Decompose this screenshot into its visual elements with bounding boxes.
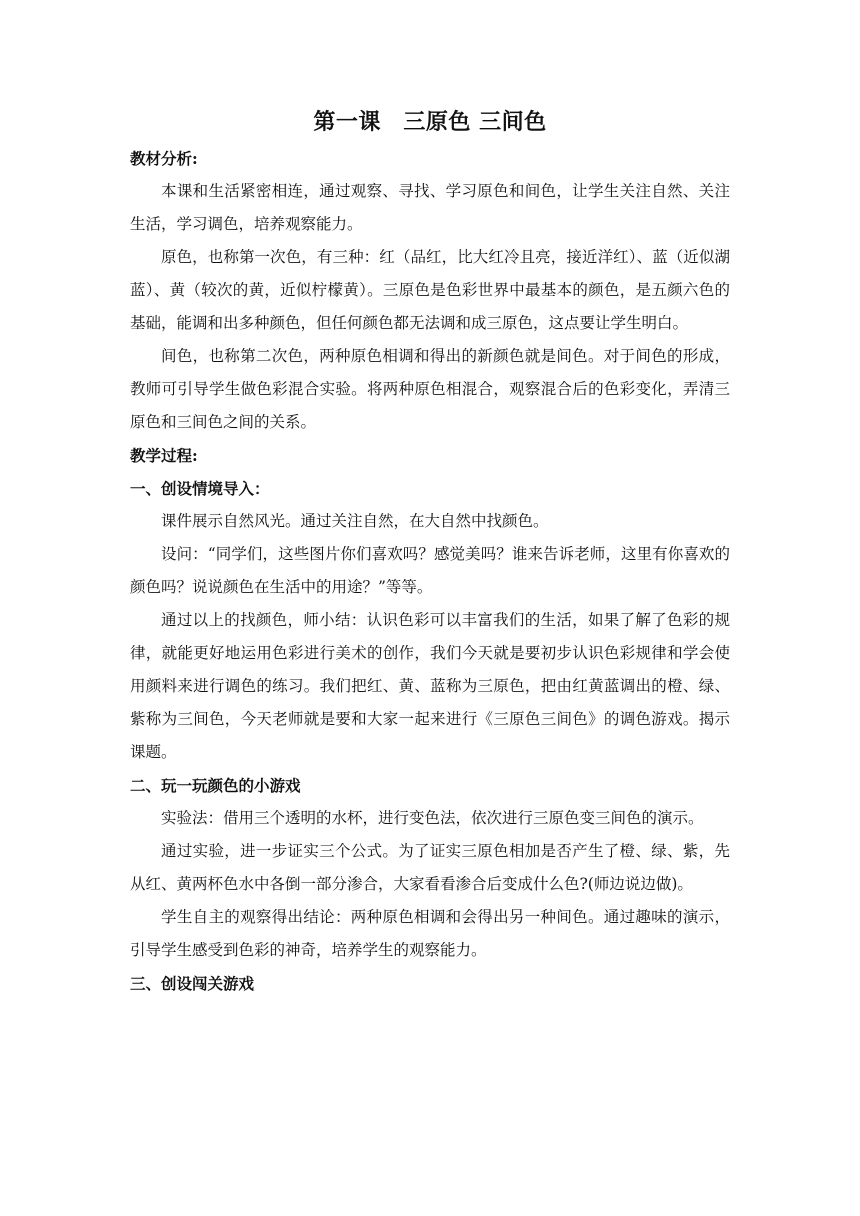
document-body xyxy=(130,104,730,1000)
paragraph-question: 设问：“同学们，这些图片你们喜欢吗？感觉美吗？谁来告诉老师，这里有你喜欢的颜色吗？说说颜色在生活中的用途？”等等。 xyxy=(130,545,730,596)
paragraph-summary: 通过以上的找颜色，师小结：认识色彩可以丰富我们的生活，如果了解了色彩的规律，就能更好地运用色彩进行美术的创作，我们今天就是要初步认识色彩规律和学会使用颜料来进行调色的练习。我们把红、黄、蓝称为三原色，把由红黄蓝调出的橙、绿、紫称为三间色，今天老师就是要和大家一起来进行《三原色三间色》的调色游戏。揭示课题。 xyxy=(130,611,730,761)
page-title: 第一课 三原色 三间色 xyxy=(313,109,547,135)
paragraph-conclusion: 学生自主的观察得出结论：两种原色相调和会得出另一种间色。通过趣味的演示，引导学生感受到色彩的神奇，培养学生的观察能力。 xyxy=(130,908,730,959)
paragraph-experiment-proof: 通过实验，进一步证实三个公式。为了证实三原色相加是否产生了橙、绿、紫，先从红、黄两杯色水中各倒一部分渗合，大家看看渗合后变成什么色?(师边说边做)。 xyxy=(130,842,730,893)
paragraph-secondary-colors: 间色，也称第二次色，两种原色相调和得出的新颜色就是间色。对于间色的形成，教师可引导学生做色彩混合实验。将两种原色相混合，观察混合后的色彩变化，弄清三原色和三间色之间的关系。 xyxy=(130,347,730,431)
paragraph-courseware: 课件展示自然风光。通过关注自然，在大自然中找颜色。 xyxy=(161,512,549,530)
section-heading-teaching-process: 教学过程: xyxy=(130,446,198,465)
section-heading-step-1: 一、创设情境导入： xyxy=(130,479,270,498)
section-heading-material-analysis: 教材分析: xyxy=(130,149,198,168)
section-heading-step-3: 三、创设闯关游戏 xyxy=(130,974,255,993)
section-heading-step-2: 二、玩一玩颜色的小游戏 xyxy=(130,776,301,795)
paragraph-experiment-method: 实验法：借用三个透明的水杯，进行变色法，依次进行三原色变三间色的演示。 xyxy=(161,809,704,827)
paragraph-primary-colors: 原色，也称第一次色，有三种：红（品红，比大红冷且亮，接近洋红）、蓝（近似湖蓝）、黄（较次的黄，近似柠檬黄）。三原色是色彩世界中最基本的颜色，是五颜六色的基础，能调和出多种颜色，但任何颜色都无法调和成三原色，这点要让学生明白。 xyxy=(130,248,730,332)
paragraph-intro: 本课和生活紧密相连，通过观察、寻找、学习原色和间色，让学生关注自然、关注生活，学习调色，培养观察能力。 xyxy=(130,182,730,233)
